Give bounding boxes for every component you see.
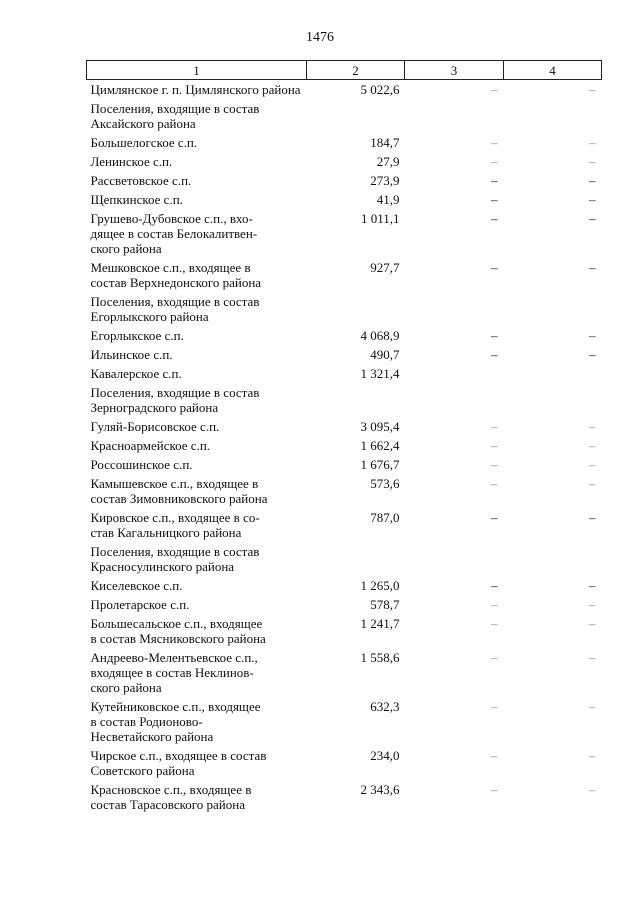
column-4-value: – [589, 578, 596, 593]
table-row [87, 258, 602, 292]
column-3-value: – [491, 748, 498, 763]
header-row [87, 61, 602, 80]
amount-value: 573,6 [370, 476, 400, 491]
column-3-value: – [491, 476, 498, 491]
settlement-name: Ленинское с.п. [90, 154, 173, 169]
settlement-name: Грушево-Дубовское с.п., вхо- дящее в состав Белокалитвен- ского района [90, 211, 258, 256]
column-4-value: – [589, 328, 596, 343]
column-4-value: – [589, 782, 596, 797]
settlement-name: Большесальское с.п., входящее в состав Мясниковского района [90, 616, 266, 646]
table-row [87, 648, 602, 697]
table-row [87, 780, 602, 814]
table-row [87, 383, 602, 417]
table-row [87, 474, 602, 508]
column-3-value: – [491, 192, 498, 207]
settlement-name: Кавалерское с.п. [90, 366, 182, 381]
column-4-value: – [589, 457, 596, 472]
column-3-value: – [491, 154, 498, 169]
settlement-name: Рассветовское с.п. [90, 173, 192, 188]
column-3-value: – [491, 419, 498, 434]
column-4-value: – [589, 135, 596, 150]
column-header-4: 4 [504, 61, 602, 80]
table-body [87, 80, 602, 815]
column-3-value: – [491, 616, 498, 631]
table-row [87, 455, 602, 474]
column-4-value [504, 99, 602, 133]
column-header-1: 1 [87, 61, 307, 80]
settlement-name: Большелогское с.п. [90, 135, 198, 150]
column-3-value: – [491, 173, 498, 188]
amount-value: 3 095,4 [360, 419, 400, 434]
settlement-name: Кировское с.п., входящее в со- став Кагальницкого района [90, 510, 260, 540]
settlement-name: Чирское с.п., входящее в состав Советского района [90, 748, 267, 778]
column-3-value: – [491, 782, 498, 797]
column-4-value: – [589, 510, 596, 525]
table-row [87, 292, 602, 326]
amount-value: 234,0 [370, 748, 400, 763]
settlement-name: Гуляй-Борисовское с.п. [90, 419, 220, 434]
column-4-value: – [589, 438, 596, 453]
column-3-value: – [491, 650, 498, 665]
amount-value [307, 383, 405, 417]
column-header-2: 2 [307, 61, 405, 80]
column-4-value [504, 292, 602, 326]
column-3-value: – [491, 260, 498, 275]
table-row [87, 209, 602, 258]
column-4-value [504, 542, 602, 576]
column-4-value: – [589, 211, 596, 226]
amount-value: 27,9 [376, 154, 400, 169]
settlement-name: Щепкинское с.п. [90, 192, 183, 207]
amount-value: 1 011,1 [360, 211, 400, 226]
amount-value: 1 241,7 [360, 616, 400, 631]
amount-value: 1 676,7 [360, 457, 400, 472]
column-4-value: – [589, 616, 596, 631]
table-row [87, 190, 602, 209]
column-3-value [405, 542, 504, 576]
column-3-value: – [491, 699, 498, 714]
column-3-value: – [491, 438, 498, 453]
settlement-name: Поселения, входящие в состав Зерноградского района [90, 385, 260, 415]
column-3-value: – [491, 328, 498, 343]
table-row [87, 152, 602, 171]
table-row [87, 746, 602, 780]
table-row [87, 576, 602, 595]
table-row [87, 133, 602, 152]
column-4-value: – [589, 597, 596, 612]
column-4-value: – [589, 699, 596, 714]
settlement-name: Пролетарское с.п. [90, 597, 190, 612]
amount-value: 4 068,9 [360, 328, 400, 343]
settlement-name: Цимлянское г. п. Цимлянского района [90, 82, 301, 97]
column-4-value: – [589, 173, 596, 188]
settlement-name: Камышевское с.п., входящее в состав Зимовниковского района [90, 476, 268, 506]
settlement-name: Мешковское с.п., входящее в состав Верхнедонского района [90, 260, 262, 290]
column-4-value: – [589, 154, 596, 169]
table-row [87, 171, 602, 190]
amount-value: 787,0 [370, 510, 400, 525]
column-3-value [405, 99, 504, 133]
column-4-value [504, 383, 602, 417]
amount-value: 184,7 [370, 135, 400, 150]
column-4-value: – [589, 260, 596, 275]
column-3-value [405, 292, 504, 326]
settlement-name: Киселевское с.п. [90, 578, 183, 593]
amount-value: 1 662,4 [360, 438, 400, 453]
table-row [87, 99, 602, 133]
table-row [87, 614, 602, 648]
column-4-value: – [589, 419, 596, 434]
amount-value [307, 99, 405, 133]
table-row [87, 436, 602, 455]
page-number: 1476 [306, 30, 334, 45]
amount-value: 2 343,6 [360, 782, 400, 797]
amount-value: 41,9 [376, 192, 400, 207]
amount-value: 578,7 [370, 597, 400, 612]
settlement-name: Кутейниковское с.п., входящее в состав Родионово- Несветайского района [90, 699, 261, 744]
amount-value: 273,9 [370, 173, 400, 188]
column-4-value: – [589, 347, 596, 362]
table-row [87, 417, 602, 436]
column-3-value: – [491, 597, 498, 612]
table-row [87, 542, 602, 576]
settlement-name: Россошинское с.п. [90, 457, 193, 472]
column-3-value: – [491, 347, 498, 362]
settlement-name: Андреево-Мелентьевское с.п., входящее в состав Неклинов- ского района [90, 650, 258, 695]
settlement-name: Красноармейское с.п. [90, 438, 211, 453]
amount-value: 632,3 [370, 699, 400, 714]
column-3-value [405, 364, 504, 383]
settlement-name: Поселения, входящие в состав Егорлыкского района [90, 294, 260, 324]
column-4-value: – [589, 476, 596, 491]
amount-value: 5 022,6 [360, 82, 400, 97]
settlement-name: Красновское с.п., входящее в состав Тарасовского района [90, 782, 252, 812]
column-3-value: – [491, 211, 498, 226]
amount-value: 490,7 [370, 347, 400, 362]
amount-value: 1 265,0 [360, 578, 400, 593]
table-row [87, 345, 602, 364]
settlement-name: Ильинское с.п. [90, 347, 173, 362]
amount-value [307, 292, 405, 326]
amount-value: 1 321,4 [360, 366, 400, 381]
table-row [87, 364, 602, 383]
settlement-name: Поселения, входящие в состав Красносулинского района [90, 544, 260, 574]
table-row [87, 595, 602, 614]
amount-value [307, 542, 405, 576]
column-4-value: – [589, 82, 596, 97]
column-4-value: – [589, 192, 596, 207]
column-3-value: – [491, 510, 498, 525]
column-3-value [405, 383, 504, 417]
column-3-value: – [491, 82, 498, 97]
settlement-name: Поселения, входящие в состав Аксайского района [90, 101, 260, 131]
column-4-value: – [589, 748, 596, 763]
column-header-3: 3 [405, 61, 504, 80]
column-4-value: – [589, 650, 596, 665]
table-row [87, 697, 602, 746]
column-3-value: – [491, 135, 498, 150]
budget-table [86, 60, 602, 814]
table-row [87, 326, 602, 345]
settlement-name: Егорлыкское с.п. [90, 328, 184, 343]
column-3-value: – [491, 457, 498, 472]
amount-value: 1 558,6 [360, 650, 400, 665]
column-3-value: – [491, 578, 498, 593]
table-row [87, 80, 602, 100]
table-row [87, 508, 602, 542]
column-4-value [504, 364, 602, 383]
amount-value: 927,7 [370, 260, 400, 275]
